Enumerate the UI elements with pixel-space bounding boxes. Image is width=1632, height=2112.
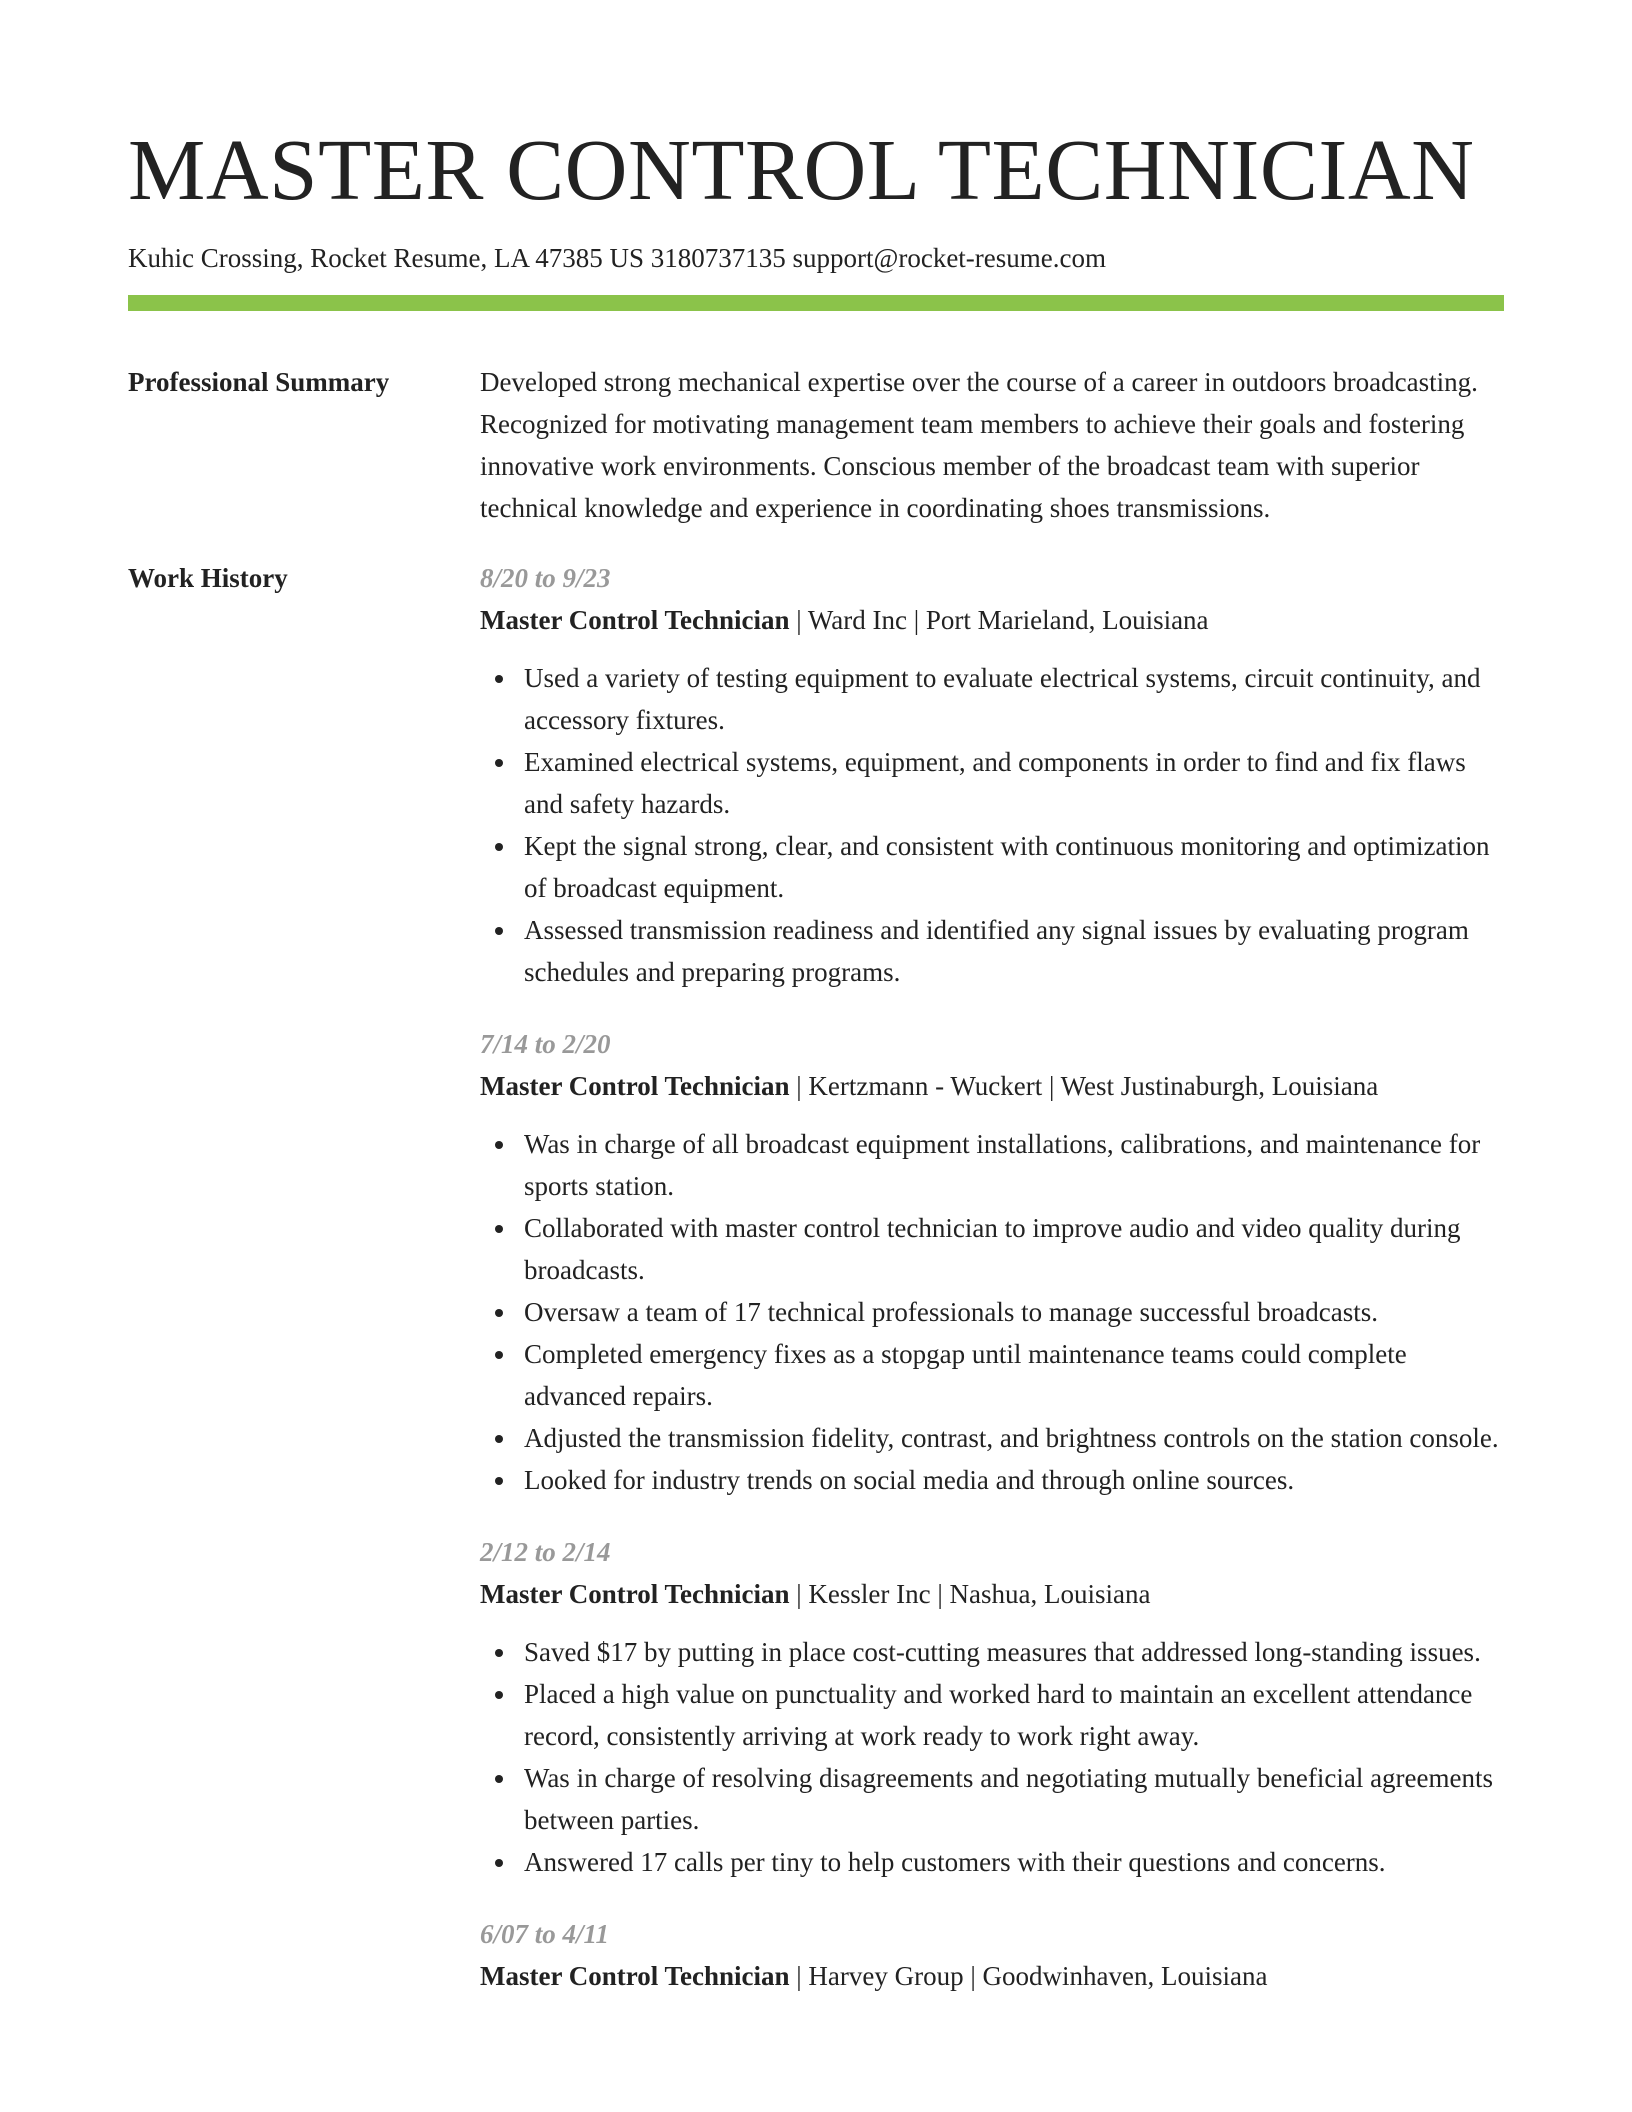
- contact-line: Kuhic Crossing, Rocket Resume, LA 47385 US 3180737135 support@rocket-resume.com: [128, 243, 1106, 273]
- professional-summary-section: [128, 361, 1504, 529]
- resume-name-title: MASTER CONTROL TECHNICIAN: [128, 121, 1475, 218]
- job-heading: [480, 1573, 1504, 1615]
- job-title: Master Control Technician: [480, 1579, 790, 1609]
- job-company-location: | Ward Inc | Port Marieland, Louisiana: [789, 605, 1209, 635]
- job-bullet-list: [480, 1123, 1504, 1501]
- job-bullet: Saved $17 by putting in place cost-cutting measures that addressed long-standing issues.: [524, 1631, 1504, 1673]
- summary-body: [480, 361, 1504, 529]
- job-bullet: Looked for industry trends on social media and through online sources.: [524, 1459, 1504, 1501]
- job-company-location: | Kertzmann - Wuckert | West Justinaburgh, Louisiana: [789, 1071, 1379, 1101]
- job-dates: 7/14 to 2/20: [480, 1029, 611, 1059]
- summary-text: Developed strong mechanical expertise over the course of a career in outdoors broadcasting. Recognized for motivating management team members to achieve their goals and fostering innovative work environments. Conscious member of the broadcast team with superior technical knowledge and experience in coordinating shoes transmissions.: [480, 367, 1478, 523]
- section-label-summary: Professional Summary: [128, 367, 390, 397]
- job-bullet: Oversaw a team of 17 technical professionals to manage successful broadcasts.: [524, 1291, 1504, 1333]
- job-company-location: | Harvey Group | Goodwinhaven, Louisiana: [789, 1961, 1268, 1991]
- job-bullet: Used a variety of testing equipment to evaluate electrical systems, circuit continuity, and accessory fixtures.: [524, 657, 1504, 741]
- job-dates: 8/20 to 9/23: [480, 563, 611, 593]
- job-bullet: Answered 17 calls per tiny to help customers with their questions and concerns.: [524, 1841, 1504, 1883]
- job-bullet: Adjusted the transmission fidelity, contrast, and brightness controls on the station console.: [524, 1417, 1504, 1459]
- job-bullet: Examined electrical systems, equipment, and components in order to find and fix flaws and safety hazards.: [524, 741, 1504, 825]
- work-history-body: [480, 557, 1504, 1997]
- accent-divider: [128, 295, 1504, 311]
- job-heading: [480, 1065, 1504, 1107]
- job-heading: [480, 599, 1504, 641]
- job-bullet: Completed emergency fixes as a stopgap until maintenance teams could complete advanced repairs.: [524, 1333, 1504, 1417]
- job-bullet: Was in charge of all broadcast equipment installations, calibrations, and maintenance for sports station.: [524, 1123, 1504, 1207]
- job-bullet-list: [480, 657, 1504, 993]
- job-entry: [480, 1023, 1504, 1501]
- job-bullet: Placed a high value on punctuality and worked hard to maintain an excellent attendance record, consistently arriving at work ready to work right away.: [524, 1673, 1504, 1757]
- work-history-section: [128, 557, 1504, 1997]
- job-title: Master Control Technician: [480, 1961, 790, 1991]
- job-bullet-list: [480, 1631, 1504, 1883]
- job-bullet: Was in charge of resolving disagreements and negotiating mutually beneficial agreements between parties.: [524, 1757, 1504, 1841]
- job-bullet: Assessed transmission readiness and identified any signal issues by evaluating program schedules and preparing programs.: [524, 909, 1504, 993]
- job-title: Master Control Technician: [480, 1071, 790, 1101]
- job-bullet: Collaborated with master control technician to improve audio and video quality during broadcasts.: [524, 1207, 1504, 1291]
- job-title: Master Control Technician: [480, 605, 790, 635]
- job-heading: [480, 1955, 1504, 1997]
- job-entry: [480, 1913, 1504, 1997]
- section-label-work-history: Work History: [128, 563, 288, 593]
- job-company-location: | Kessler Inc | Nashua, Louisiana: [789, 1579, 1151, 1609]
- job-bullet: Kept the signal strong, clear, and consistent with continuous monitoring and optimization of broadcast equipment.: [524, 825, 1504, 909]
- job-entry: [480, 1531, 1504, 1883]
- job-dates: 2/12 to 2/14: [480, 1537, 611, 1567]
- job-entry: [480, 557, 1504, 993]
- job-dates: 6/07 to 4/11: [480, 1919, 610, 1949]
